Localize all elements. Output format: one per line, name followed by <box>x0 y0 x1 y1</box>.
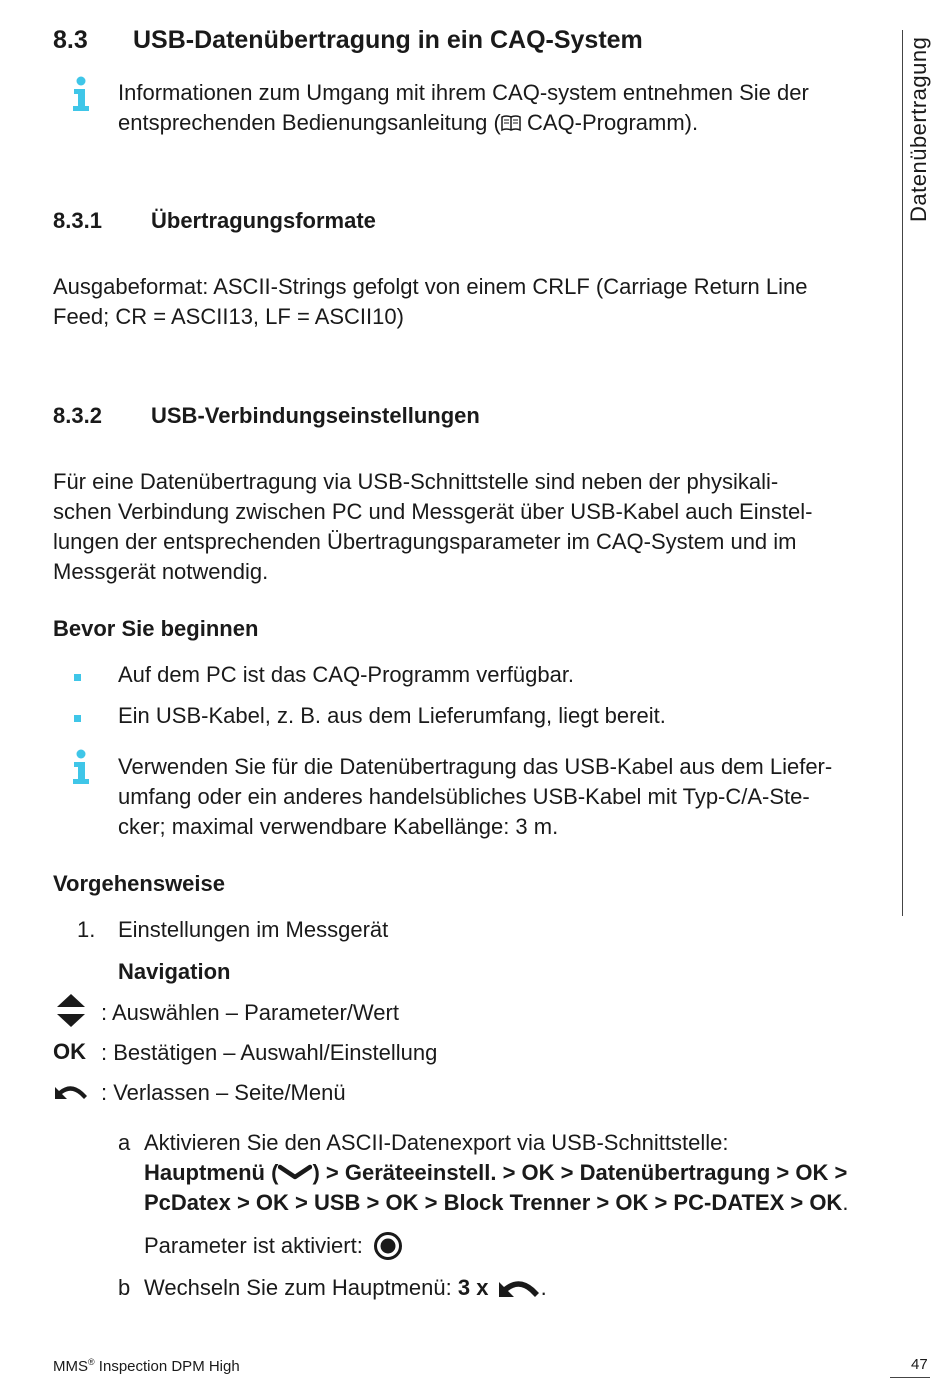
subsection-title: USB-Verbindungseinstellungen <box>151 403 480 428</box>
menu-path-part: PcDatex > OK > USB > OK > Block Trenner > OK > PC-DATEX > OK <box>144 1190 843 1215</box>
substep-line: Aktivieren Sie den ASCII-Datenexport via USB-Schnittstelle: <box>144 1130 729 1155</box>
bullet-marker <box>74 674 81 681</box>
section-title: USB-Datenübertragung in ein CAQ-System <box>133 26 643 54</box>
bullet-marker <box>74 715 81 722</box>
footer-product <box>53 1357 240 1375</box>
procedure-heading: Vorgehensweise <box>53 871 225 896</box>
ok-key-label: OK <box>53 1039 86 1064</box>
menu-path-end: . <box>842 1190 849 1215</box>
substep-letter: a <box>118 1130 131 1155</box>
menu-path-part: Hauptmenü ( <box>144 1160 279 1185</box>
info-line <box>118 108 888 138</box>
paragraph-line: Ausgabeformat: ASCII-Strings gefolgt von einem CRLF (Carriage Return Line <box>53 274 808 299</box>
nav-text: : Bestätigen – Auswahl/Einstellung <box>101 1040 438 1065</box>
chevron-down-icon <box>278 1164 312 1180</box>
info-text-2 <box>118 752 893 842</box>
info-icon <box>70 749 92 785</box>
footer-product-name: MMS <box>53 1358 88 1375</box>
book-icon <box>501 114 521 132</box>
subsection-title: Übertragungsformate <box>151 208 376 233</box>
info-text-1 <box>118 78 888 138</box>
menu-path-line <box>144 1188 904 1218</box>
bullet-item: Ein USB-Kabel, z. B. aus dem Lieferumfang, liegt bereit. <box>118 703 666 728</box>
page-number-rule <box>890 1377 930 1378</box>
info-line: Verwenden Sie für die Datenübertragung das USB-Kabel aus dem Liefer- <box>118 754 833 779</box>
menu-path-line <box>144 1158 904 1188</box>
info-line-part: entsprechenden Bedienungsanleitung ( <box>118 110 501 135</box>
paragraph-line: Messgerät notwendig. <box>53 559 269 584</box>
activated-text: Parameter ist aktiviert: <box>144 1233 363 1258</box>
up-down-arrows-icon <box>56 994 86 1028</box>
substep-end: . <box>540 1275 547 1300</box>
usb-paragraph <box>53 467 888 587</box>
info-line-part: CAQ-Programm). <box>520 110 699 135</box>
page-number: 47 <box>911 1356 928 1373</box>
back-arrow-icon <box>53 1081 89 1103</box>
format-paragraph <box>53 272 883 332</box>
paragraph-line: Für eine Datenübertragung via USB-Schnittstelle sind neben der physikali- <box>53 469 779 494</box>
substep-letter: b <box>118 1275 131 1300</box>
step-number: 1. <box>77 917 96 942</box>
registered-mark: ® <box>88 1357 95 1367</box>
paragraph-line: lungen der entsprechenden Übertragungsparameter im CAQ-System und im <box>53 529 797 554</box>
info-icon <box>70 76 92 112</box>
substep-a-text <box>144 1128 904 1218</box>
bullet-item: Auf dem PC ist das CAQ-Programm verfügbar. <box>118 662 575 687</box>
info-line: cker; maximal verwendbare Kabellänge: 3 m. <box>118 814 559 839</box>
info-line: umfang oder ein anderes handelsübliches USB-Kabel mit Typ-C/A-Ste- <box>118 784 810 809</box>
radio-selected-icon <box>373 1231 403 1261</box>
step-text: Einstellungen im Messgerät <box>118 917 389 942</box>
repeat-count: 3 x <box>457 1275 489 1300</box>
side-rule <box>902 30 903 916</box>
section-number: 8.3 <box>53 26 88 54</box>
back-arrow-icon <box>497 1275 541 1301</box>
paragraph-line: schen Verbindung zwischen PC und Messgerät über USB-Kabel auch Einstel- <box>53 499 813 524</box>
nav-text: : Auswählen – Parameter/Wert <box>101 1000 399 1025</box>
before-heading: Bevor Sie beginnen <box>53 616 259 641</box>
paragraph-line: Feed; CR = ASCII13, LF = ASCII10) <box>53 304 404 329</box>
substep-b-text <box>144 1273 547 1303</box>
footer-product-rest: Inspection DPM High <box>94 1358 240 1375</box>
menu-path-part: ) > Geräteeinstell. > OK > Datenübertragung > OK > <box>312 1160 848 1185</box>
nav-text: : Verlassen – Seite/Menü <box>101 1080 346 1105</box>
subsection-number: 8.3.1 <box>53 208 102 233</box>
chapter-side-label: Datenübertragung <box>906 36 931 222</box>
navigation-heading: Navigation <box>118 959 231 984</box>
info-line: Informationen zum Umgang mit ihrem CAQ-system entnehmen Sie der <box>118 80 809 105</box>
substep-line: Wechseln Sie zum Hauptmenü: <box>144 1275 458 1300</box>
activated-line <box>144 1231 403 1261</box>
subsection-number: 8.3.2 <box>53 403 102 428</box>
